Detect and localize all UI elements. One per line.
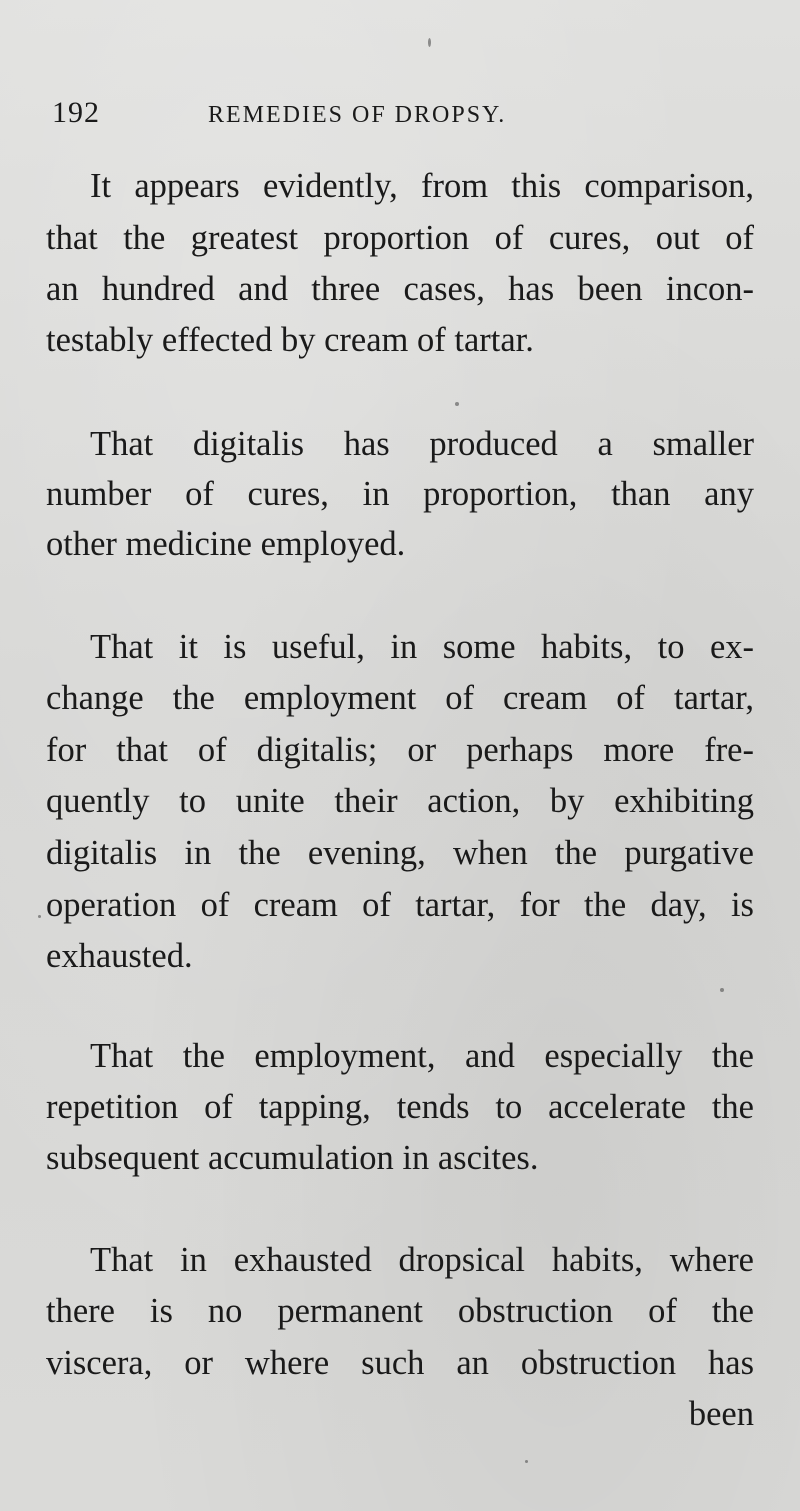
text-line: viscera, or where such an obstruction has (46, 1344, 754, 1382)
scan-speck (38, 915, 41, 918)
scan-speck (428, 38, 431, 47)
text-line: repetition of tapping, tends to accelerate the (46, 1088, 754, 1126)
page-number: 192 (52, 96, 100, 129)
text-line: that the greatest proportion of cures, out of (46, 219, 754, 257)
running-head-title: REMEDIES OF DROPSY. (208, 102, 507, 128)
text-line: It appears evidently, from this comparison, (90, 167, 754, 205)
text-line: there is no permanent obstruction of the (46, 1292, 754, 1330)
text-line: exhausted. (46, 937, 193, 975)
text-line: That in exhausted dropsical habits, where (90, 1241, 754, 1279)
text-line: digitalis in the evening, when the purgative (46, 834, 754, 872)
scan-speck (455, 402, 459, 406)
text-line: number of cures, in proportion, than any (46, 475, 754, 513)
text-line: testably effected by cream of tartar. (46, 321, 534, 359)
text-line: That the employment, and especially the (90, 1037, 754, 1075)
text-line: for that of digitalis; or perhaps more fre- (46, 731, 754, 769)
text-line: That it is useful, in some habits, to ex- (90, 628, 754, 666)
text-line: quently to unite their action, by exhibiting (46, 782, 754, 820)
text-line: change the employment of cream of tartar, (46, 679, 754, 717)
scan-speck (720, 988, 724, 992)
catchword: been (688, 1395, 754, 1433)
scan-speck (525, 1460, 528, 1463)
text-line: That digitalis has produced a smaller (90, 425, 754, 463)
text-line: an hundred and three cases, has been incon- (46, 270, 754, 308)
text-line: other medicine employed. (46, 525, 406, 563)
running-head (52, 96, 752, 136)
text-line: subsequent accumulation in ascites. (46, 1139, 539, 1177)
text-line: operation of cream of tartar, for the day, is (46, 886, 754, 924)
